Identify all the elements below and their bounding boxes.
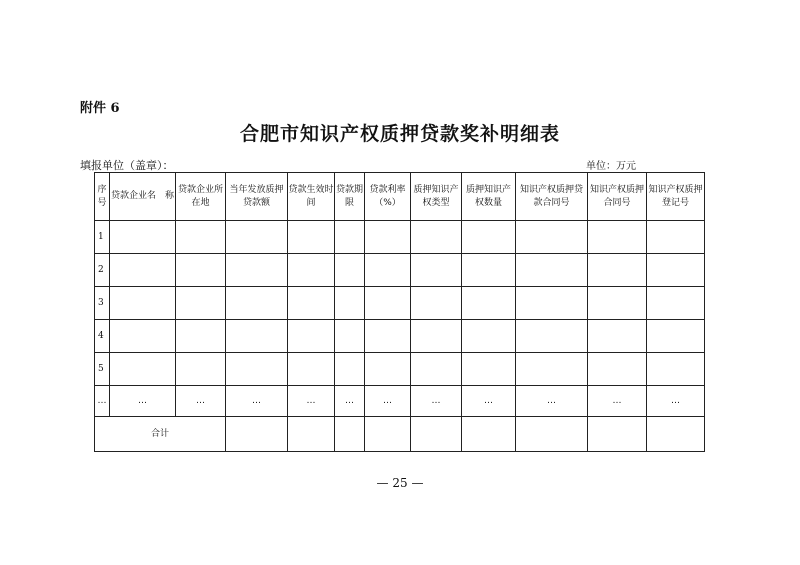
ellipsis-cell: … <box>288 386 335 417</box>
total-label: 合计 <box>95 417 226 452</box>
row-number: 4 <box>95 320 110 353</box>
table-row <box>95 353 705 386</box>
header-cell: 质押知识产权数量 <box>462 173 516 221</box>
header-cell: 贷款企业所在地 <box>176 173 226 221</box>
table-row <box>95 320 705 353</box>
header-cell: 知识产权质押登记号 <box>647 173 705 221</box>
table-row <box>95 221 705 254</box>
unit-label: 单位：万元 <box>586 161 636 172</box>
header-cell: 序号 <box>95 173 110 221</box>
row-number: 2 <box>95 254 110 287</box>
table-row <box>95 254 705 287</box>
header-cell: 当年发放质押贷款额 <box>226 173 288 221</box>
header-cell: 贷款期限 <box>335 173 365 221</box>
ellipsis-cell: … <box>335 386 365 417</box>
ellipsis-cell: … <box>95 386 110 417</box>
ellipsis-cell: … <box>110 386 176 417</box>
total-row <box>95 417 705 452</box>
ellipsis-cell: … <box>516 386 588 417</box>
subsidy-table <box>94 172 705 452</box>
page-title: 合肥市知识产权质押贷款奖补明细表 <box>239 123 560 145</box>
header-cell: 知识产权质押合同号 <box>588 173 647 221</box>
attachment-label: 附件 6 <box>80 101 120 116</box>
ellipsis-cell: … <box>365 386 411 417</box>
ellipsis-cell: … <box>411 386 462 417</box>
ellipsis-cell: … <box>588 386 647 417</box>
header-cell: 贷款利率（%） <box>365 173 411 221</box>
row-number: 5 <box>95 353 110 386</box>
ellipsis-row <box>95 386 705 417</box>
ellipsis-cell: … <box>462 386 516 417</box>
ellipsis-cell: … <box>176 386 226 417</box>
header-cell: 质押知识产权类型 <box>411 173 462 221</box>
row-number: 1 <box>95 221 110 254</box>
header-cell: 贷款企业名 称 <box>110 173 176 221</box>
ellipsis-cell: … <box>226 386 288 417</box>
header-cell: 贷款生效时间 <box>288 173 335 221</box>
header-row <box>95 173 705 221</box>
page-number: — 25 — <box>376 476 424 490</box>
filler-label: 填报单位（盖章）： <box>80 159 174 172</box>
row-number: 3 <box>95 287 110 320</box>
header-cell: 知识产权质押贷款合同号 <box>516 173 588 221</box>
ellipsis-cell: … <box>647 386 705 417</box>
table-row <box>95 287 705 320</box>
